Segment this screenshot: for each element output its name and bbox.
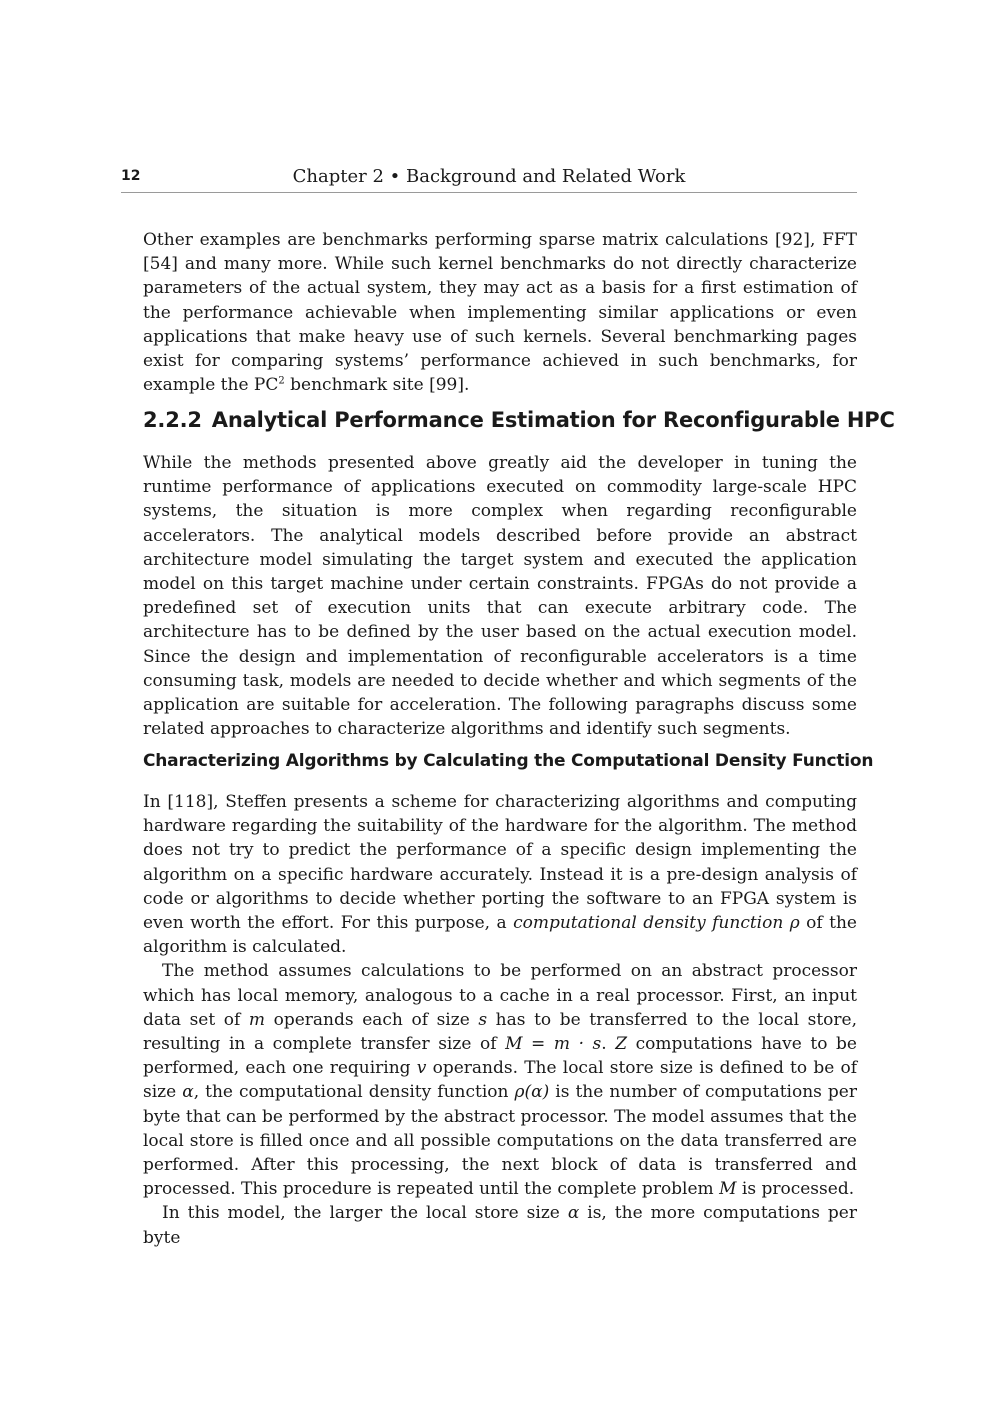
running-title: Chapter 2 • Background and Related Work	[292, 166, 686, 187]
intro-paragraph: Other examples are benchmarks performing sparse matrix calculations [92], FFT [54] and many more. While such kernel benchmarks do not directly characterize parameters of the actual system, they may act as a basis for a first estimation of the performance achievable when implementing similar applications or even applications that make heavy use of such kernels. Several benchmarking pages exist for comparing systems’ performance achieved in such benchmarks, for example the $PC^2$ benchmark site [99].	[143, 230, 857, 396]
var-alpha: α	[182, 1082, 194, 1103]
section-number: 2.2.2	[143, 408, 202, 432]
var-v: v	[416, 1058, 427, 1079]
var-M: M	[719, 1179, 737, 1200]
var-m: m	[248, 1009, 266, 1030]
subsection-body	[143, 790, 857, 1250]
section-paragraph: While the methods presented above greatly aid the developer in tuning the runtime performance of applications executed on commodity large-scale HPC systems, the situation is more complex when regarding reconfigurable accelerators. The analytical models described before provide an abstract architecture model simulating the target system and executed the application model on this target machine under certain constraints. FPGAs do not provide a predefined set of execution units that can execute arbitrary code. The architecture has to be defined by the user based on the actual execution model. Since the design and implementation of reconfigurable accelerators is a time consuming task, models are needed to decide whether and which segments of the application are suitable for acceleration. The following paragraphs discuss some related approaches to characterize algorithms and identify such segments.	[143, 453, 857, 740]
var-z: Z	[615, 1034, 628, 1055]
subsection-paragraph-3: In this model, the larger the local store size α is, the more computations per byte	[143, 1203, 857, 1248]
var-rho-alpha: ρ(α)	[514, 1082, 550, 1103]
subsection-paragraph-2: The method assumes calculations to be performed on an abstract processor which has local memory, analogous to a cache in a real processor. First, an input data set of m operands each of size s has to be transferred to the local store, resulting in a complete transfer size of M = m · s. Z computations have to be performed, each one requiring v operands. The local store size is defined to be of size α, the computational density function ρ(α) is the number of computations per byte that can be performed by the abstract processor. The model assumes that the local store is filled once and all possible computations on the data transferred are performed. After this processing, the next block of data is transferred and processed. This procedure is repeated until the complete problem M is processed.	[143, 961, 858, 1200]
subsection-paragraph-1: In [118], Steffen presents a scheme for characterizing algorithms and computing hardware regarding the suitability of the hardware for the algorithm. The method does not try to predict the performance of a specific design implementing the algorithm on a specific hardware accurately. Instead it is a pre-design analysis of code or algorithms to decide whether porting the software to an FPGA system is even worth the effort. For this purpose, a computational density function ρ of the algorithm is calculated.	[143, 792, 857, 958]
section-heading	[143, 408, 895, 432]
superscript-2: 2	[278, 375, 285, 387]
emphasis-density-function: computational density function ρ	[513, 913, 800, 934]
running-header	[121, 163, 857, 193]
formula-transfer-size: M = m · s	[505, 1034, 602, 1055]
subsection-heading: Characterizing Algorithms by Calculating the Computational Density Function	[143, 751, 874, 771]
var-alpha-2: α	[567, 1203, 580, 1224]
intro-paragraph-block	[143, 228, 857, 397]
var-s: s	[478, 1009, 488, 1030]
section-title: Analytical Performance Estimation for Reconfigurable HPC	[211, 408, 895, 432]
page-number: 12	[121, 168, 141, 184]
section-paragraph-block	[143, 451, 857, 741]
